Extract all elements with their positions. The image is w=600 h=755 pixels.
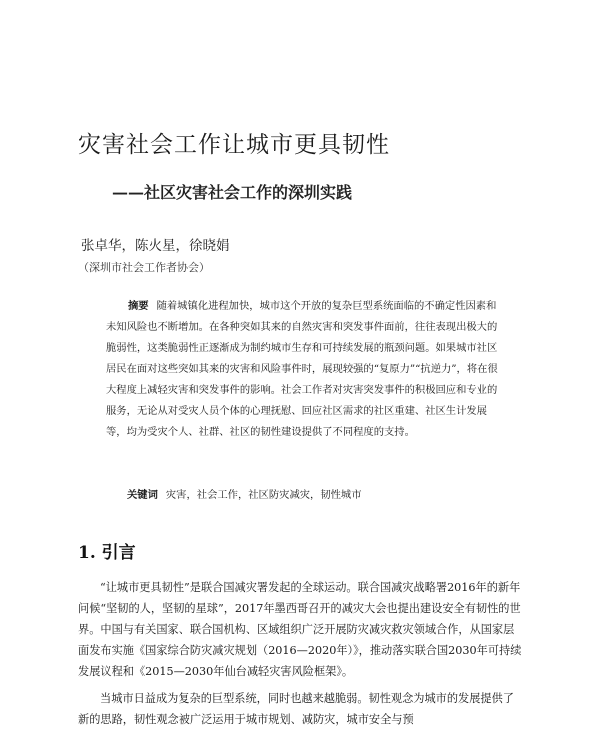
article-title: 灾害社会工作让城市更具韧性 (78, 132, 390, 158)
abstract-text: 随着城镇化进程加快，城市这个开放的复杂巨型系统面临的不确定性因素和未知风险也不断增加。在各种突如其来的自然灾害和突发事件面前，往往表现出极大的脆弱性，这类脆弱性正逐渐成为制约城市生存和可持续发展的瓶颈问题。如果城市社区居民在面对这些突如其来的灾害和风险事件时，展现较强的“复原力”“抗逆力”，将在很大程度上减轻灾害和突发事件的影响。社会工作者对灾害突发事件的积极回应和专业的服务，无论从对受灾人员个体的心理抚慰、回应社区需求的社区重建、社区生计发展等，均为受灾个人、社群、社区的韧性建设提供了不同程度的支持。 (106, 300, 498, 438)
body-paragraph: 当城市日益成为复杂的巨型系统，同时也越来越脆弱。韧性观念为城市的发展提供了新的思路，韧性观念被广泛运用于城市规划、减防灾，城市安全与预 (78, 692, 514, 726)
author-affiliation: （深圳市社会工作者协会） (78, 261, 210, 274)
section-body (78, 577, 524, 730)
body-paragraph: “让城市更具韧性”是联合国减灾署发起的全球运动。联合国减灾战略署2016年的新年问候“坚韧的人，坚韧的星球”，2017年墨西哥召开的减灾大会也提出建设安全有韧性的世界。中国与有关国家、联合国机构、区域组织广泛开展防灾减灾救灾领域合作，从国家层面发布实施《国家综合防灾减灾规划（2016—2020年）》，推动落实联合国2030年可持续发展议程和《2015—2030年仙台减轻灾害风险框架》。 (78, 581, 522, 678)
author-list: 张卓华，陈火星，徐晓娟 (81, 238, 230, 254)
keywords-label: 关键词 (127, 489, 158, 501)
abstract-label: 摘要 (128, 300, 149, 312)
article-subtitle: ——社区灾害社会工作的深圳实践 (112, 183, 353, 202)
keywords (127, 486, 362, 501)
keywords-text: 灾害，社会工作，社区防灾减灾，韧性城市 (165, 489, 362, 501)
abstract (106, 296, 506, 443)
section-heading: 1. 引言 (78, 543, 136, 563)
